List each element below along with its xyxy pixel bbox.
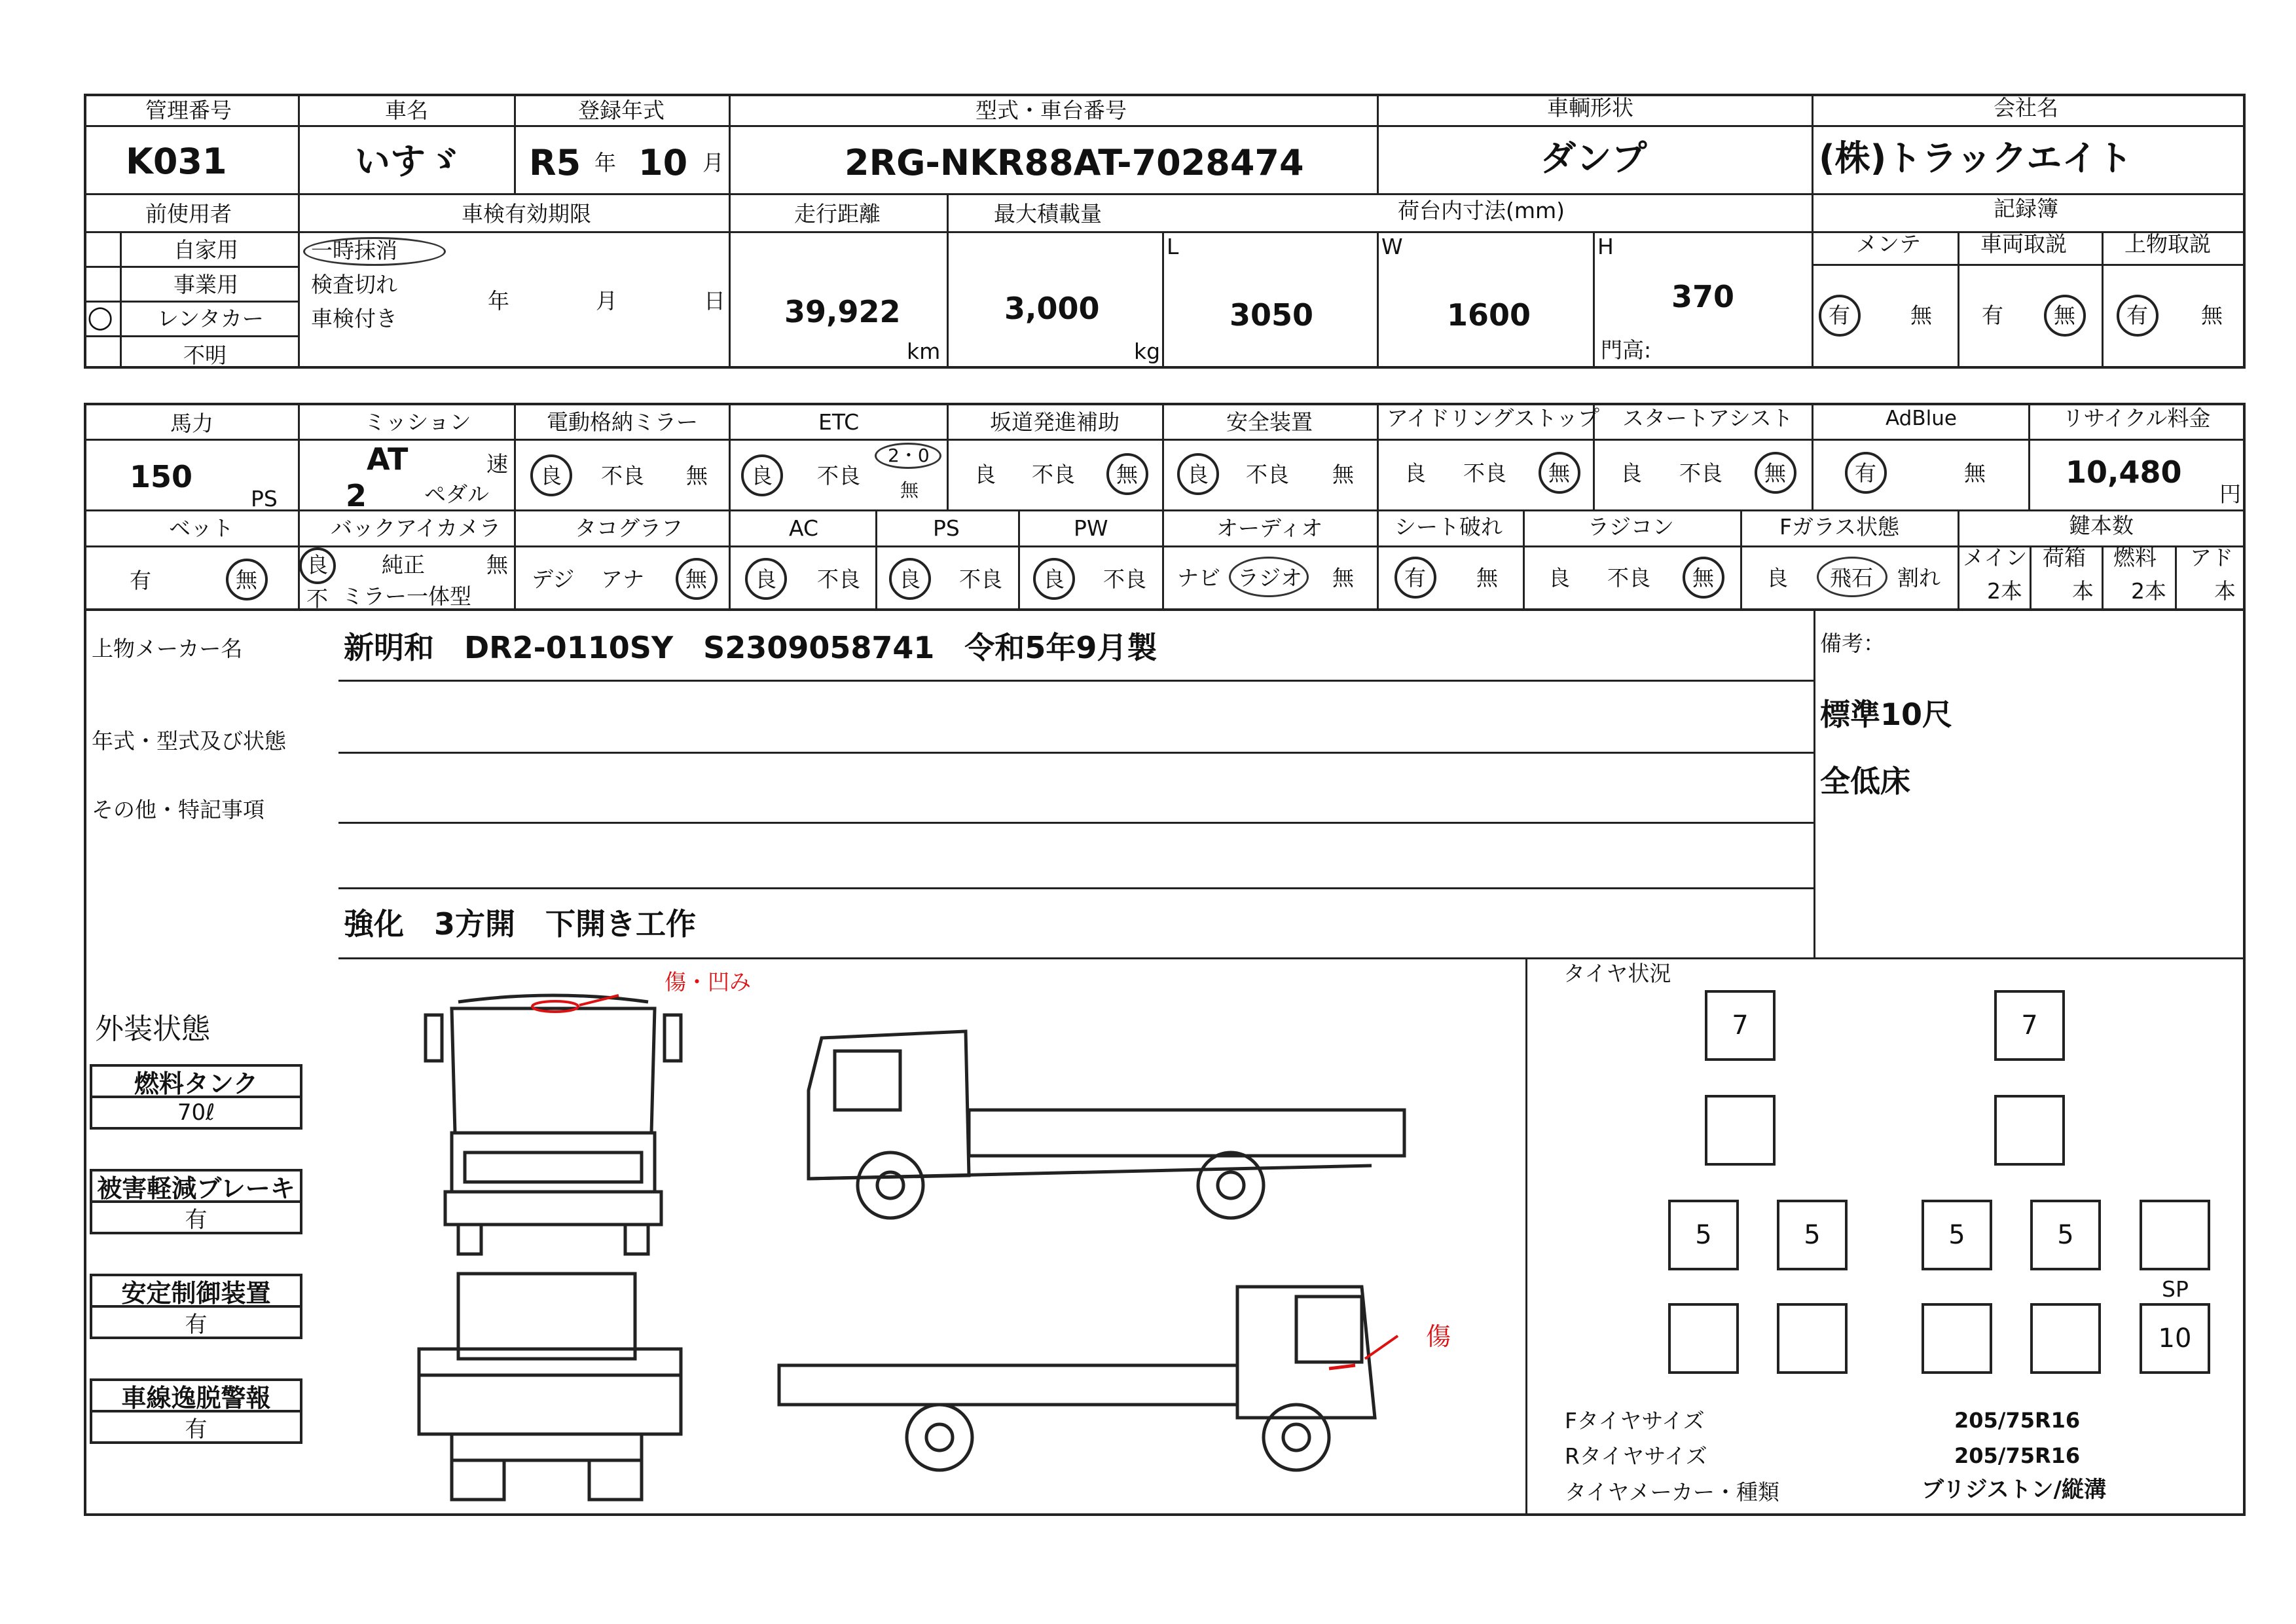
mgmt-no-label: 管理番号: [145, 98, 232, 123]
body-type: ダンプ: [1540, 138, 1647, 179]
tire-empty: [2140, 1200, 2210, 1270]
ac-label: AC: [789, 515, 819, 541]
reg-era: R5: [529, 142, 581, 183]
car-name: いすゞ: [355, 141, 461, 182]
tire-front-right: 7: [1994, 990, 2065, 1061]
tacho-ana: アナ: [601, 566, 644, 592]
hill-bad: 不良: [1032, 462, 1075, 487]
idling-good: 良: [1404, 460, 1426, 486]
tire-rear: 5: [2030, 1200, 2101, 1270]
gate-height-label: 門高:: [1601, 337, 1652, 363]
W-label: W: [1381, 234, 1403, 259]
adblue-yes: 有: [1855, 460, 1876, 486]
record-label: 上物取説: [2124, 231, 2211, 257]
start-bad: 不良: [1679, 460, 1722, 486]
record-no: 無: [2054, 303, 2075, 328]
record-label: 車両取説: [1980, 231, 2067, 257]
hill-none: 無: [1116, 462, 1138, 487]
ac-good: 良: [755, 566, 776, 592]
reg-year-unit: 年: [594, 150, 616, 175]
company-name: (株)トラックエイト: [1819, 138, 2133, 179]
tire-empty: [1777, 1303, 1848, 1374]
other-label: その他・特記事項: [92, 797, 264, 822]
year-unit: 年: [488, 288, 509, 314]
key-label: アド: [2190, 545, 2233, 570]
etc-label: ETC: [818, 409, 860, 435]
record-yes: 有: [1829, 303, 1850, 328]
hill-assist-label: 坂道発進補助: [990, 409, 1120, 435]
etc-good: 良: [751, 463, 773, 489]
r-tire-size: 205/75R16: [1954, 1443, 2081, 1468]
tire-rear: 5: [1668, 1200, 1739, 1270]
month-unit: 月: [596, 288, 617, 314]
hill-good: 良: [974, 462, 996, 487]
mirror-label: 電動格納ミラー: [547, 409, 698, 435]
bed-label: ベット: [169, 515, 234, 541]
remote-good: 良: [1548, 565, 1570, 591]
pw-good: 良: [1043, 566, 1065, 592]
tire-empty: [1922, 1303, 1992, 1374]
prev-user-option: 事業用: [173, 272, 238, 297]
etc-none: 無: [900, 479, 919, 501]
inspection-option: 車検付き: [311, 306, 397, 331]
damage-label: 傷: [1426, 1322, 1451, 1351]
maker-detail: 新明和 DR2-0110SY S2309058741 令和5年9月製: [344, 630, 1157, 665]
tacho-label: タコグラフ: [575, 515, 683, 541]
idling-none: 無: [1548, 460, 1570, 486]
start-assist-label: スタートアシスト: [1622, 405, 1793, 431]
year-model-label: 年式・型式及び状態: [92, 728, 286, 754]
bed-no: 無: [236, 567, 257, 593]
pw-label: PW: [1074, 515, 1108, 541]
tire-front-left: 7: [1705, 990, 1776, 1061]
truck-rear-view: [412, 1270, 687, 1506]
prev-user-check: ○: [87, 299, 114, 334]
safety-good: 良: [1187, 462, 1209, 487]
key-label: メイン: [1963, 545, 2028, 570]
truck-side-view: [802, 1012, 1411, 1221]
hp-label: 馬力: [170, 411, 213, 436]
etc-bad: 不良: [817, 463, 860, 489]
safety-label: 安全装置: [1226, 409, 1313, 435]
key-count: 2本: [1987, 578, 2022, 604]
stability-control-label: 安定制御装置: [90, 1274, 302, 1305]
tacho-none: 無: [685, 566, 707, 592]
back-cam-mirror: ミラー一体型: [342, 583, 471, 609]
seat-yes: 有: [1404, 565, 1426, 591]
bed-size-label: 荷台内寸法(mm): [1398, 198, 1565, 223]
spare-label: SP: [2162, 1276, 2189, 1302]
key-count: 本: [2214, 578, 2236, 604]
remote-none: 無: [1692, 565, 1714, 591]
truck-side-view-2: [773, 1274, 1401, 1477]
ac-bad: 不良: [817, 566, 860, 592]
tire-empty: [1994, 1095, 2065, 1166]
tire-rear: 5: [1777, 1200, 1848, 1270]
bed-width: 1600: [1447, 297, 1531, 333]
company-label: 会社名: [1994, 95, 2058, 120]
ps-label: PS: [933, 515, 960, 541]
tire-maker: ブリジストン/縦溝: [1922, 1477, 2107, 1503]
start-none: 無: [1764, 460, 1786, 486]
tire-maker-label: タイヤメーカー・種類: [1565, 1479, 1780, 1505]
damage-label: 傷・凹み: [665, 969, 751, 995]
exterior-title: 外装状態: [95, 1012, 210, 1046]
mirror-bad: 不良: [601, 463, 644, 489]
key-label: 荷箱: [2043, 545, 2086, 570]
audio-navi: ナビ: [1177, 565, 1220, 591]
safety-none: 無: [1332, 462, 1354, 487]
adblue-label: AdBlue: [1886, 407, 1957, 430]
prev-user-option: 不明: [183, 342, 227, 368]
tire-rear: 5: [1922, 1200, 1992, 1270]
tire-spare: 10: [2140, 1303, 2210, 1374]
remote-bad: 不良: [1607, 565, 1650, 591]
lane-warning-value: 有: [90, 1410, 302, 1444]
mileage-label: 走行距離: [794, 201, 881, 227]
record-no: 無: [2201, 303, 2223, 328]
r-tire-size-label: Rタイヤサイズ: [1565, 1443, 1707, 1469]
mission-speed: 2: [346, 478, 367, 513]
day-unit: 日: [704, 288, 725, 314]
reg-year-label: 登録年式: [578, 98, 665, 123]
audio-none: 無: [1332, 565, 1354, 591]
tire-empty: [1668, 1303, 1739, 1374]
seat-no: 無: [1476, 565, 1498, 591]
ps-bad: 不良: [959, 566, 1002, 592]
record-yes: 有: [1982, 303, 2003, 328]
audio-radio: ラジオ: [1237, 565, 1302, 591]
capacity-label: 最大積載量: [994, 201, 1102, 227]
f-tire-size-label: Fタイヤサイズ: [1565, 1408, 1705, 1433]
record-yes: 有: [2126, 303, 2148, 328]
fuel-tank-value: 70ℓ: [90, 1096, 302, 1130]
adblue-no: 無: [1964, 460, 1986, 486]
bed-length: 3050: [1230, 297, 1314, 333]
model: 2RG-NKR88AT-7028474: [845, 142, 1304, 183]
glass-crack: 割れ: [1897, 565, 1941, 591]
back-cam-none: 無: [486, 552, 508, 578]
inspection-option: 検査切れ: [311, 272, 397, 297]
reg-month: 10: [638, 142, 688, 183]
safety-bad: 不良: [1246, 462, 1289, 487]
glass-label: Fガラス状態: [1779, 514, 1899, 540]
recycle-fee: 10,480: [2066, 454, 2182, 490]
record-label: メンテ: [1856, 231, 1921, 257]
mileage: 39,922: [784, 294, 901, 329]
inspection-option: 一時抹消: [311, 238, 397, 263]
horsepower: 150: [130, 459, 193, 494]
mileage-unit: km: [907, 339, 941, 364]
back-cam-genuine: 純正: [382, 552, 425, 578]
pw-bad: 不良: [1103, 566, 1146, 592]
speed-unit: 速: [486, 451, 508, 477]
car-name-label: 車名: [385, 98, 428, 123]
key-count: 本: [2072, 578, 2094, 604]
tire-empty: [2030, 1303, 2101, 1374]
prev-user-label: 前使用者: [145, 201, 232, 227]
mission-label: ミッション: [364, 409, 471, 435]
back-cam-bad: 不: [306, 586, 328, 612]
body-label: 車輌形状: [1547, 95, 1633, 120]
remarks-label: 備考：: [1820, 631, 1885, 656]
collision-brake-label: 被害軽減ブレーキ: [90, 1169, 302, 1200]
stability-control-value: 有: [90, 1305, 302, 1339]
bed-yes: 有: [130, 568, 151, 593]
tacho-digi: デジ: [532, 566, 575, 592]
capacity: 3,000: [1004, 291, 1100, 326]
idling-bad: 不良: [1463, 460, 1506, 486]
mgmt-no: K031: [126, 141, 227, 182]
tire-empty: [1705, 1095, 1776, 1166]
tire-status-title: タイヤ状況: [1563, 961, 1671, 986]
bed-height: 370: [1671, 279, 1735, 314]
remote-label: ラジコン: [1588, 514, 1674, 540]
H-label: H: [1597, 234, 1614, 259]
back-cam-good: 良: [306, 552, 328, 578]
f-tire-size: 205/75R16: [1954, 1408, 2081, 1433]
back-cam-label: バックアイカメラ: [331, 515, 501, 541]
truck-front-view: [419, 982, 687, 1257]
audio-label: オーディオ: [1216, 515, 1323, 541]
key-label: 燃料: [2113, 545, 2157, 570]
keys-label: 鍵本数: [2069, 513, 2134, 538]
seat-label: シート破れ: [1394, 514, 1503, 540]
start-good: 良: [1620, 460, 1642, 486]
glass-chip: 飛石: [1830, 565, 1873, 591]
capacity-unit: kg: [1134, 339, 1161, 364]
recycle-unit: 円: [2219, 481, 2241, 507]
mirror-none: 無: [686, 463, 708, 489]
etc-version: 2・0: [888, 445, 930, 466]
ps-good: 良: [899, 566, 920, 592]
key-count: 2本: [2131, 578, 2166, 604]
records-label: 記録簿: [1994, 196, 2058, 221]
remark: 全低床: [1820, 764, 1910, 799]
fuel-tank-label: 燃料タンク: [90, 1064, 302, 1096]
model-label: 型式・車台番号: [975, 98, 1127, 123]
idling-label: アイドリングストップ: [1387, 405, 1600, 431]
mission-type: AT: [367, 441, 409, 477]
pedal-label: ペダル: [424, 481, 489, 507]
inspection-label: 車検有効期限: [462, 201, 591, 227]
collision-brake-value: 有: [90, 1200, 302, 1234]
prev-user-option: 自家用: [173, 237, 238, 263]
special-note: 強化 3方開 下開き工作: [344, 906, 697, 942]
prev-user-option: レンタカー: [157, 306, 264, 331]
mirror-good: 良: [540, 463, 562, 489]
reg-month-unit: 月: [702, 150, 724, 175]
glass-good: 良: [1766, 565, 1788, 591]
maker-label: 上物メーカー名: [92, 636, 243, 661]
record-no: 無: [1910, 303, 1932, 328]
hp-unit: PS: [251, 486, 278, 511]
remark: 標準10尺: [1820, 697, 1953, 732]
recycle-label: リサイクル料金: [2062, 405, 2211, 431]
L-label: L: [1167, 234, 1179, 259]
lane-warning-label: 車線逸脱警報: [90, 1378, 302, 1410]
